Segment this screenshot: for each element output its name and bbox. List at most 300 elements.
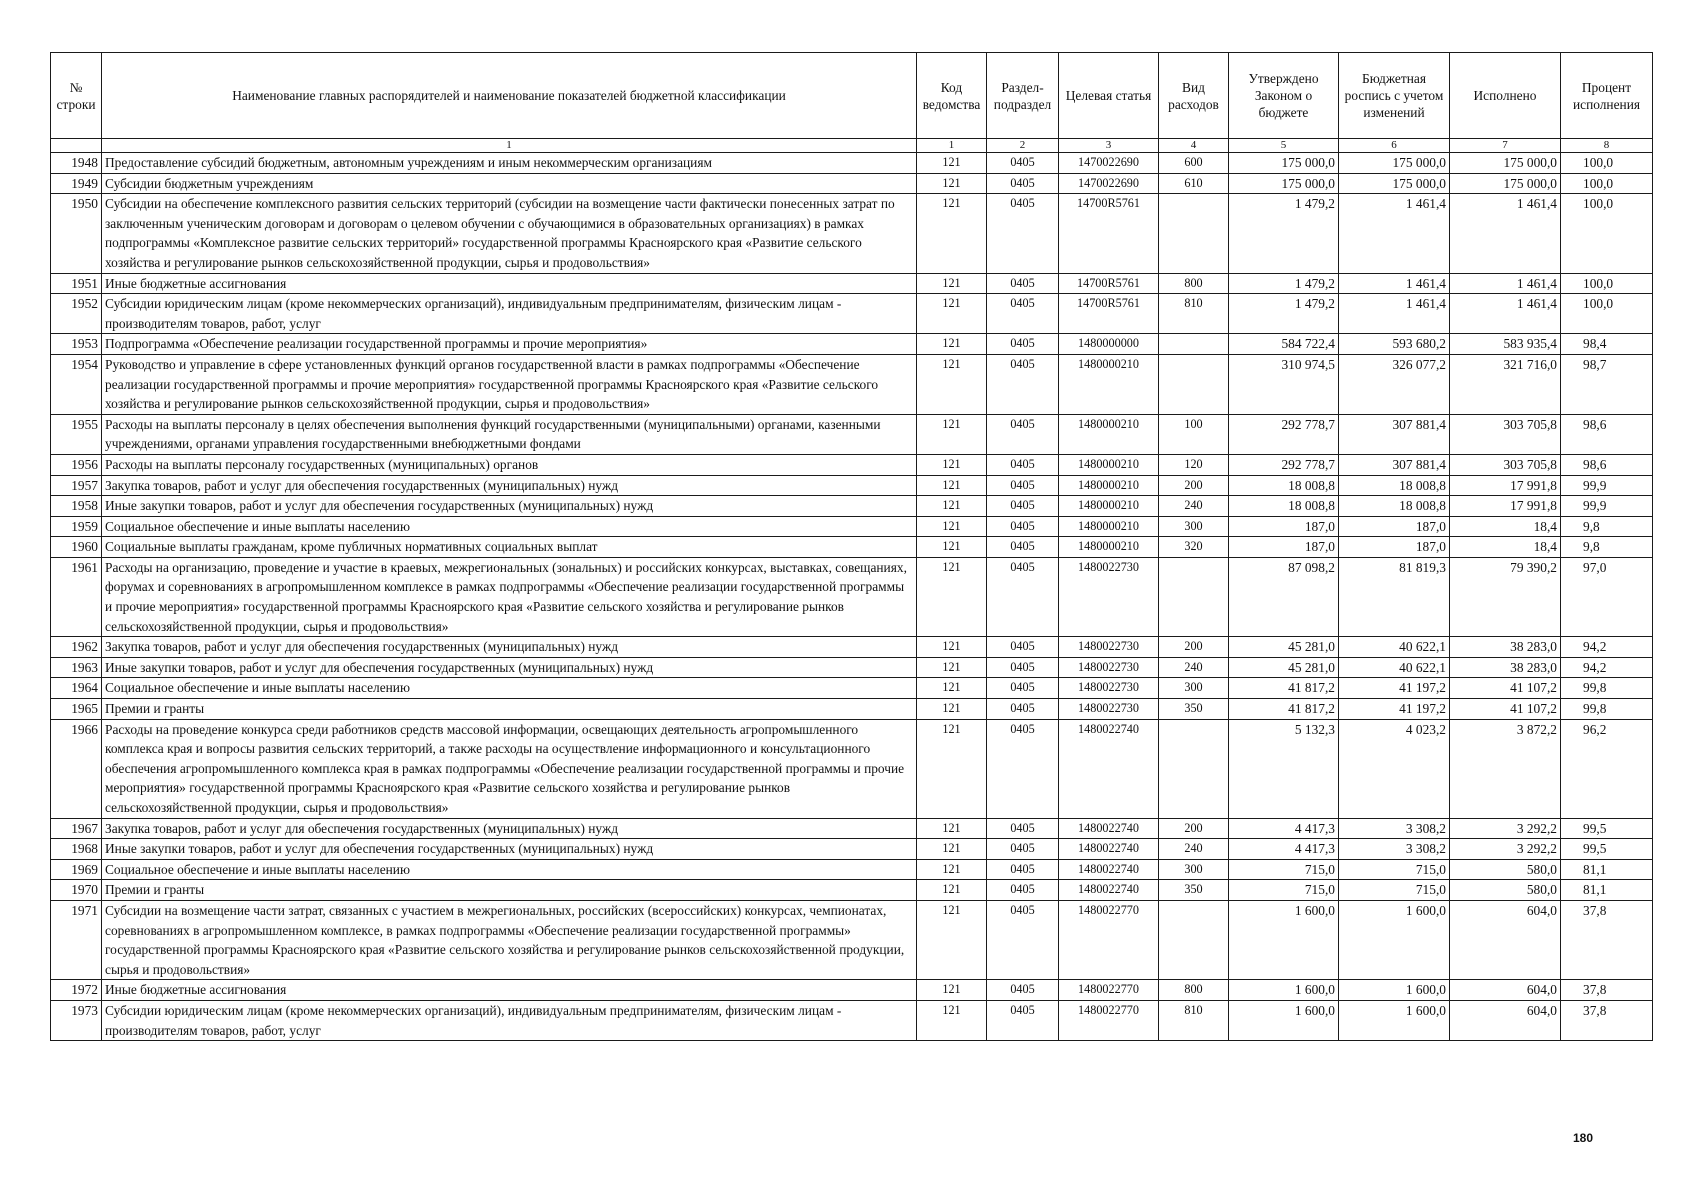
column-number: 7 xyxy=(1450,139,1561,153)
row-approved: 4 417,3 xyxy=(1229,818,1339,839)
column-number: 4 xyxy=(1159,139,1229,153)
row-name: Социальное обеспечение и иные выплаты населению xyxy=(102,516,917,537)
header-target: Целевая статья xyxy=(1059,53,1159,139)
row-section: 0405 xyxy=(987,273,1059,294)
row-target: 1470022690 xyxy=(1059,173,1159,194)
row-target: 1480022730 xyxy=(1059,637,1159,658)
row-expense-type: 240 xyxy=(1159,496,1229,517)
row-approved: 1 479,2 xyxy=(1229,294,1339,334)
row-name: Иные закупки товаров, работ и услуг для обеспечения государственных (муниципальных) нужд xyxy=(102,496,917,517)
row-target: 1480022730 xyxy=(1059,657,1159,678)
row-target: 1480000000 xyxy=(1059,334,1159,355)
row-budget-list: 1 600,0 xyxy=(1339,980,1450,1001)
row-approved: 187,0 xyxy=(1229,516,1339,537)
table-row xyxy=(51,194,1653,273)
column-number-row xyxy=(51,139,1653,153)
row-section: 0405 xyxy=(987,859,1059,880)
row-name: Субсидии на возмещение части затрат, связанных с участием в межрегиональных, российских (всероссийских) конкурсах, чемпионатах, соревнованиях в агропромышленном комплексе, в рамках подпрограммы «Обеспечение реализации государственной программы» государственной программы Красноярского края «Развитие сельского хозяйства и регулирование рынков сельскохозяйственной продукции, сырья и продовольствия» xyxy=(102,900,917,979)
row-target: 1480022770 xyxy=(1059,1000,1159,1040)
row-approved: 1 479,2 xyxy=(1229,273,1339,294)
row-target: 1470022690 xyxy=(1059,153,1159,174)
table-row xyxy=(51,334,1653,355)
row-approved: 41 817,2 xyxy=(1229,699,1339,720)
row-dept-code: 121 xyxy=(917,657,987,678)
budget-execution-table xyxy=(50,52,1653,1041)
row-budget-list: 307 881,4 xyxy=(1339,414,1450,454)
row-dept-code: 121 xyxy=(917,194,987,273)
row-approved: 292 778,7 xyxy=(1229,454,1339,475)
row-target: 1480000210 xyxy=(1059,454,1159,475)
table-row xyxy=(51,475,1653,496)
row-target: 1480022740 xyxy=(1059,818,1159,839)
row-name: Премии и гранты xyxy=(102,880,917,901)
row-target: 14700R5761 xyxy=(1059,273,1159,294)
row-dept-code: 121 xyxy=(917,153,987,174)
row-percent: 97,0 xyxy=(1561,557,1653,636)
row-target: 1480000210 xyxy=(1059,354,1159,414)
row-section: 0405 xyxy=(987,475,1059,496)
row-budget-list: 593 680,2 xyxy=(1339,334,1450,355)
row-expense-type: 100 xyxy=(1159,414,1229,454)
row-budget-list: 175 000,0 xyxy=(1339,173,1450,194)
row-number: 1971 xyxy=(51,900,102,979)
row-approved: 1 479,2 xyxy=(1229,194,1339,273)
row-executed: 604,0 xyxy=(1450,1000,1561,1040)
row-executed: 604,0 xyxy=(1450,900,1561,979)
row-expense-type: 800 xyxy=(1159,273,1229,294)
row-executed: 321 716,0 xyxy=(1450,354,1561,414)
row-name: Расходы на выплаты персоналу в целях обеспечения выполнения функций государственными (муниципальными) органами, казенными учреждениями, органами управления государственными внебюджетными фондами xyxy=(102,414,917,454)
row-percent: 9,8 xyxy=(1561,516,1653,537)
row-name: Иные бюджетные ассигнования xyxy=(102,980,917,1001)
row-expense-type: 200 xyxy=(1159,818,1229,839)
row-name: Иные бюджетные ассигнования xyxy=(102,273,917,294)
row-percent: 100,0 xyxy=(1561,294,1653,334)
row-budget-list: 1 461,4 xyxy=(1339,273,1450,294)
row-number: 1960 xyxy=(51,537,102,558)
row-expense-type: 350 xyxy=(1159,880,1229,901)
row-executed: 303 705,8 xyxy=(1450,454,1561,475)
row-section: 0405 xyxy=(987,194,1059,273)
row-expense-type: 300 xyxy=(1159,859,1229,880)
row-section: 0405 xyxy=(987,334,1059,355)
row-dept-code: 121 xyxy=(917,173,987,194)
header-executed: Исполнено xyxy=(1450,53,1561,139)
table-row xyxy=(51,859,1653,880)
row-dept-code: 121 xyxy=(917,516,987,537)
row-budget-list: 187,0 xyxy=(1339,516,1450,537)
row-number: 1959 xyxy=(51,516,102,537)
row-section: 0405 xyxy=(987,980,1059,1001)
header-dept-code: Код ведомства xyxy=(917,53,987,139)
row-approved: 45 281,0 xyxy=(1229,637,1339,658)
row-executed: 1 461,4 xyxy=(1450,294,1561,334)
row-executed: 580,0 xyxy=(1450,880,1561,901)
page-number: 180 xyxy=(1573,1131,1594,1145)
row-budget-list: 18 008,8 xyxy=(1339,475,1450,496)
row-approved: 4 417,3 xyxy=(1229,839,1339,860)
row-percent: 98,7 xyxy=(1561,354,1653,414)
row-budget-list: 1 461,4 xyxy=(1339,294,1450,334)
row-executed: 38 283,0 xyxy=(1450,657,1561,678)
column-number: 1 xyxy=(917,139,987,153)
row-section: 0405 xyxy=(987,354,1059,414)
row-section: 0405 xyxy=(987,496,1059,517)
row-dept-code: 121 xyxy=(917,294,987,334)
row-budget-list: 3 308,2 xyxy=(1339,818,1450,839)
row-target: 1480000210 xyxy=(1059,496,1159,517)
table-row xyxy=(51,818,1653,839)
row-section: 0405 xyxy=(987,637,1059,658)
row-expense-type: 600 xyxy=(1159,153,1229,174)
row-target: 14700R5761 xyxy=(1059,194,1159,273)
row-budget-list: 81 819,3 xyxy=(1339,557,1450,636)
row-percent: 98,6 xyxy=(1561,454,1653,475)
row-executed: 1 461,4 xyxy=(1450,194,1561,273)
row-percent: 94,2 xyxy=(1561,657,1653,678)
row-approved: 18 008,8 xyxy=(1229,475,1339,496)
row-percent: 99,5 xyxy=(1561,839,1653,860)
row-target: 1480022730 xyxy=(1059,678,1159,699)
row-budget-list: 41 197,2 xyxy=(1339,699,1450,720)
row-approved: 1 600,0 xyxy=(1229,900,1339,979)
row-section: 0405 xyxy=(987,1000,1059,1040)
row-expense-type xyxy=(1159,334,1229,355)
row-target: 1480000210 xyxy=(1059,475,1159,496)
row-percent: 96,2 xyxy=(1561,719,1653,818)
row-expense-type: 610 xyxy=(1159,173,1229,194)
row-target: 1480000210 xyxy=(1059,414,1159,454)
table-row xyxy=(51,699,1653,720)
table-body xyxy=(51,153,1653,1041)
row-target: 1480022770 xyxy=(1059,980,1159,1001)
row-budget-list: 175 000,0 xyxy=(1339,153,1450,174)
row-executed: 3 292,2 xyxy=(1450,818,1561,839)
table-row xyxy=(51,354,1653,414)
header-row xyxy=(51,53,1653,139)
row-name: Подпрограмма «Обеспечение реализации государственной программы и прочие мероприятия» xyxy=(102,334,917,355)
row-number: 1949 xyxy=(51,173,102,194)
row-section: 0405 xyxy=(987,537,1059,558)
row-number: 1957 xyxy=(51,475,102,496)
row-name: Премии и гранты xyxy=(102,699,917,720)
header-row-no: № строки xyxy=(51,53,102,139)
row-name: Социальное обеспечение и иные выплаты населению xyxy=(102,678,917,699)
row-section: 0405 xyxy=(987,153,1059,174)
row-section: 0405 xyxy=(987,818,1059,839)
row-dept-code: 121 xyxy=(917,537,987,558)
row-dept-code: 121 xyxy=(917,1000,987,1040)
row-expense-type: 350 xyxy=(1159,699,1229,720)
row-number: 1962 xyxy=(51,637,102,658)
row-name: Закупка товаров, работ и услуг для обеспечения государственных (муниципальных) нужд xyxy=(102,637,917,658)
row-executed: 175 000,0 xyxy=(1450,173,1561,194)
row-section: 0405 xyxy=(987,699,1059,720)
column-number: 5 xyxy=(1229,139,1339,153)
table-row xyxy=(51,273,1653,294)
row-number: 1972 xyxy=(51,980,102,1001)
row-expense-type xyxy=(1159,719,1229,818)
row-percent: 99,9 xyxy=(1561,475,1653,496)
row-number: 1967 xyxy=(51,818,102,839)
row-section: 0405 xyxy=(987,839,1059,860)
row-dept-code: 121 xyxy=(917,354,987,414)
row-section: 0405 xyxy=(987,719,1059,818)
row-expense-type xyxy=(1159,557,1229,636)
row-budget-list: 40 622,1 xyxy=(1339,657,1450,678)
table-row xyxy=(51,557,1653,636)
row-executed: 41 107,2 xyxy=(1450,678,1561,699)
row-percent: 100,0 xyxy=(1561,273,1653,294)
row-name: Расходы на выплаты персоналу государственных (муниципальных) органов xyxy=(102,454,917,475)
table-row xyxy=(51,516,1653,537)
header-name: Наименование главных распорядителей и наименование показателей бюджетной классификации xyxy=(102,53,917,139)
row-name: Субсидии бюджетным учреждениям xyxy=(102,173,917,194)
row-target: 1480022740 xyxy=(1059,719,1159,818)
row-percent: 100,0 xyxy=(1561,173,1653,194)
row-name: Субсидии на обеспечение комплексного развития сельских территорий (субсидии на возмещение части фактически понесенных затрат по заключенным ученическим договорам и договорам о целевом обучении с обучающимися в образовательных организациях) в рамках подпрограммы «Комплексное развитие сельских территорий» государственной программы Красноярского края «Развитие сельского хозяйства и регулирование рынков сельскохозяйственной продукции, сырья и продовольствия» xyxy=(102,194,917,273)
row-approved: 715,0 xyxy=(1229,880,1339,901)
row-target: 1480000210 xyxy=(1059,516,1159,537)
row-approved: 584 722,4 xyxy=(1229,334,1339,355)
row-number: 1973 xyxy=(51,1000,102,1040)
row-executed: 17 991,8 xyxy=(1450,475,1561,496)
row-approved: 187,0 xyxy=(1229,537,1339,558)
row-executed: 38 283,0 xyxy=(1450,637,1561,658)
row-budget-list: 1 600,0 xyxy=(1339,900,1450,979)
row-number: 1969 xyxy=(51,859,102,880)
row-dept-code: 121 xyxy=(917,719,987,818)
row-percent: 100,0 xyxy=(1561,194,1653,273)
row-executed: 18,4 xyxy=(1450,537,1561,558)
table-row xyxy=(51,153,1653,174)
row-approved: 45 281,0 xyxy=(1229,657,1339,678)
row-expense-type: 240 xyxy=(1159,839,1229,860)
table-row xyxy=(51,1000,1653,1040)
row-dept-code: 121 xyxy=(917,273,987,294)
row-expense-type: 240 xyxy=(1159,657,1229,678)
row-percent: 99,5 xyxy=(1561,818,1653,839)
row-dept-code: 121 xyxy=(917,900,987,979)
table-row xyxy=(51,173,1653,194)
row-target: 1480000210 xyxy=(1059,537,1159,558)
row-approved: 175 000,0 xyxy=(1229,153,1339,174)
row-executed: 79 390,2 xyxy=(1450,557,1561,636)
table-row xyxy=(51,678,1653,699)
row-budget-list: 4 023,2 xyxy=(1339,719,1450,818)
row-approved: 292 778,7 xyxy=(1229,414,1339,454)
row-approved: 1 600,0 xyxy=(1229,1000,1339,1040)
row-expense-type: 810 xyxy=(1159,294,1229,334)
row-name: Закупка товаров, работ и услуг для обеспечения государственных (муниципальных) нужд xyxy=(102,475,917,496)
header-section: Раздел-подраздел xyxy=(987,53,1059,139)
row-percent: 81,1 xyxy=(1561,859,1653,880)
row-expense-type: 300 xyxy=(1159,516,1229,537)
row-executed: 175 000,0 xyxy=(1450,153,1561,174)
table-row xyxy=(51,719,1653,818)
row-number: 1961 xyxy=(51,557,102,636)
row-dept-code: 121 xyxy=(917,496,987,517)
row-approved: 175 000,0 xyxy=(1229,173,1339,194)
row-expense-type: 200 xyxy=(1159,637,1229,658)
row-number: 1953 xyxy=(51,334,102,355)
row-budget-list: 1 461,4 xyxy=(1339,194,1450,273)
row-executed: 1 461,4 xyxy=(1450,273,1561,294)
row-section: 0405 xyxy=(987,900,1059,979)
row-section: 0405 xyxy=(987,294,1059,334)
row-percent: 81,1 xyxy=(1561,880,1653,901)
row-name: Предоставление субсидий бюджетным, автономным учреждениям и иным некоммерческим организациям xyxy=(102,153,917,174)
header-approved: Утверждено Законом о бюджете xyxy=(1229,53,1339,139)
row-dept-code: 121 xyxy=(917,414,987,454)
row-budget-list: 715,0 xyxy=(1339,859,1450,880)
row-budget-list: 18 008,8 xyxy=(1339,496,1450,517)
row-executed: 41 107,2 xyxy=(1450,699,1561,720)
table-row xyxy=(51,900,1653,979)
row-dept-code: 121 xyxy=(917,699,987,720)
row-number: 1955 xyxy=(51,414,102,454)
row-expense-type xyxy=(1159,354,1229,414)
row-percent: 100,0 xyxy=(1561,153,1653,174)
row-dept-code: 121 xyxy=(917,454,987,475)
row-expense-type xyxy=(1159,900,1229,979)
row-executed: 18,4 xyxy=(1450,516,1561,537)
row-target: 1480022730 xyxy=(1059,557,1159,636)
row-section: 0405 xyxy=(987,657,1059,678)
row-dept-code: 121 xyxy=(917,678,987,699)
row-number: 1968 xyxy=(51,839,102,860)
row-name: Иные закупки товаров, работ и услуг для обеспечения государственных (муниципальных) нужд xyxy=(102,657,917,678)
row-name: Расходы на организацию, проведение и участие в краевых, межрегиональных (зональных) и российских конкурсах, выставках, совещаниях, форумах и соревнованиях в агропромышленном комплексе в рамках подпрограммы «Обеспечение реализации государственной программы и прочие мероприятия» государственной программы Красноярского края «Развитие сельского хозяйства и регулирование рынков сельскохозяйственной продукции, сырья и продовольствия» xyxy=(102,557,917,636)
table-row xyxy=(51,496,1653,517)
row-name: Социальные выплаты гражданам, кроме публичных нормативных социальных выплат xyxy=(102,537,917,558)
row-executed: 604,0 xyxy=(1450,980,1561,1001)
row-name: Субсидии юридическим лицам (кроме некоммерческих организаций), индивидуальным предпринимателям, физическим лицам - производителям товаров, работ, услуг xyxy=(102,1000,917,1040)
row-expense-type: 120 xyxy=(1159,454,1229,475)
row-percent: 99,8 xyxy=(1561,678,1653,699)
table-row xyxy=(51,657,1653,678)
row-name: Субсидии юридическим лицам (кроме некоммерческих организаций), индивидуальным предпринимателям, физическим лицам - производителям товаров, работ, услуг xyxy=(102,294,917,334)
row-expense-type: 200 xyxy=(1159,475,1229,496)
row-approved: 41 817,2 xyxy=(1229,678,1339,699)
row-percent: 37,8 xyxy=(1561,1000,1653,1040)
row-approved: 310 974,5 xyxy=(1229,354,1339,414)
row-budget-list: 715,0 xyxy=(1339,880,1450,901)
row-number: 1970 xyxy=(51,880,102,901)
row-budget-list: 40 622,1 xyxy=(1339,637,1450,658)
row-name: Руководство и управление в сфере установленных функций органов государственной власти в рамках подпрограммы «Обеспечение реализации государственной программы и прочие мероприятия» государственной программы Красноярского края «Развитие сельского хозяйства и регулирование рынков сельскохозяйственной продукции, сырья и продовольствия» xyxy=(102,354,917,414)
row-name: Расходы на проведение конкурса среди работников средств массовой информации, освещающих деятельность агропромышленного комплекса края и вопросы развития сельских территорий, а также расходы на осуществление информационного и консультационного обеспечения агропромышленного комплекса края в рамках подпрограммы «Обеспечение реализации государственной программы и прочие мероприятия» государственной программы Красноярского края «Развитие сельского хозяйства и регулирование рынков сельскохозяйственной продукции, сырья и продовольствия» xyxy=(102,719,917,818)
table-row xyxy=(51,637,1653,658)
row-expense-type: 810 xyxy=(1159,1000,1229,1040)
row-section: 0405 xyxy=(987,454,1059,475)
table-row xyxy=(51,414,1653,454)
column-number: 2 xyxy=(987,139,1059,153)
row-executed: 3 292,2 xyxy=(1450,839,1561,860)
column-number xyxy=(51,139,102,153)
row-executed: 17 991,8 xyxy=(1450,496,1561,517)
row-target: 1480022730 xyxy=(1059,699,1159,720)
row-executed: 303 705,8 xyxy=(1450,414,1561,454)
row-number: 1956 xyxy=(51,454,102,475)
column-number: 6 xyxy=(1339,139,1450,153)
table-row xyxy=(51,454,1653,475)
row-budget-list: 41 197,2 xyxy=(1339,678,1450,699)
column-number: 1 xyxy=(102,139,917,153)
row-dept-code: 121 xyxy=(917,839,987,860)
row-section: 0405 xyxy=(987,516,1059,537)
column-number: 3 xyxy=(1059,139,1159,153)
row-approved: 87 098,2 xyxy=(1229,557,1339,636)
header-percent: Процент исполнения xyxy=(1561,53,1653,139)
row-percent: 9,8 xyxy=(1561,537,1653,558)
row-approved: 1 600,0 xyxy=(1229,980,1339,1001)
row-executed: 3 872,2 xyxy=(1450,719,1561,818)
row-target: 1480022740 xyxy=(1059,839,1159,860)
row-dept-code: 121 xyxy=(917,557,987,636)
row-budget-list: 307 881,4 xyxy=(1339,454,1450,475)
row-expense-type: 320 xyxy=(1159,537,1229,558)
row-section: 0405 xyxy=(987,880,1059,901)
row-percent: 98,4 xyxy=(1561,334,1653,355)
row-budget-list: 3 308,2 xyxy=(1339,839,1450,860)
row-target: 1480022770 xyxy=(1059,900,1159,979)
table-row xyxy=(51,839,1653,860)
row-dept-code: 121 xyxy=(917,475,987,496)
row-dept-code: 121 xyxy=(917,818,987,839)
row-percent: 98,6 xyxy=(1561,414,1653,454)
row-percent: 99,8 xyxy=(1561,699,1653,720)
row-section: 0405 xyxy=(987,173,1059,194)
row-section: 0405 xyxy=(987,678,1059,699)
table-row xyxy=(51,294,1653,334)
row-number: 1954 xyxy=(51,354,102,414)
row-budget-list: 187,0 xyxy=(1339,537,1450,558)
table-row xyxy=(51,880,1653,901)
row-dept-code: 121 xyxy=(917,859,987,880)
row-name: Закупка товаров, работ и услуг для обеспечения государственных (муниципальных) нужд xyxy=(102,818,917,839)
row-executed: 583 935,4 xyxy=(1450,334,1561,355)
row-number: 1950 xyxy=(51,194,102,273)
row-approved: 18 008,8 xyxy=(1229,496,1339,517)
row-percent: 99,9 xyxy=(1561,496,1653,517)
row-name: Социальное обеспечение и иные выплаты населению xyxy=(102,859,917,880)
row-number: 1966 xyxy=(51,719,102,818)
row-number: 1951 xyxy=(51,273,102,294)
header-budget-list: Бюджетная роспись с учетом изменений xyxy=(1339,53,1450,139)
row-approved: 715,0 xyxy=(1229,859,1339,880)
row-dept-code: 121 xyxy=(917,334,987,355)
table-row xyxy=(51,537,1653,558)
row-section: 0405 xyxy=(987,414,1059,454)
row-target: 1480022740 xyxy=(1059,859,1159,880)
header-expense-type: Вид расходов xyxy=(1159,53,1229,139)
row-percent: 94,2 xyxy=(1561,637,1653,658)
row-approved: 5 132,3 xyxy=(1229,719,1339,818)
row-percent: 37,8 xyxy=(1561,900,1653,979)
row-number: 1952 xyxy=(51,294,102,334)
row-number: 1958 xyxy=(51,496,102,517)
row-target: 1480022740 xyxy=(1059,880,1159,901)
row-number: 1948 xyxy=(51,153,102,174)
column-number: 8 xyxy=(1561,139,1653,153)
row-budget-list: 326 077,2 xyxy=(1339,354,1450,414)
row-dept-code: 121 xyxy=(917,637,987,658)
row-dept-code: 121 xyxy=(917,880,987,901)
row-expense-type xyxy=(1159,194,1229,273)
row-number: 1963 xyxy=(51,657,102,678)
row-dept-code: 121 xyxy=(917,980,987,1001)
